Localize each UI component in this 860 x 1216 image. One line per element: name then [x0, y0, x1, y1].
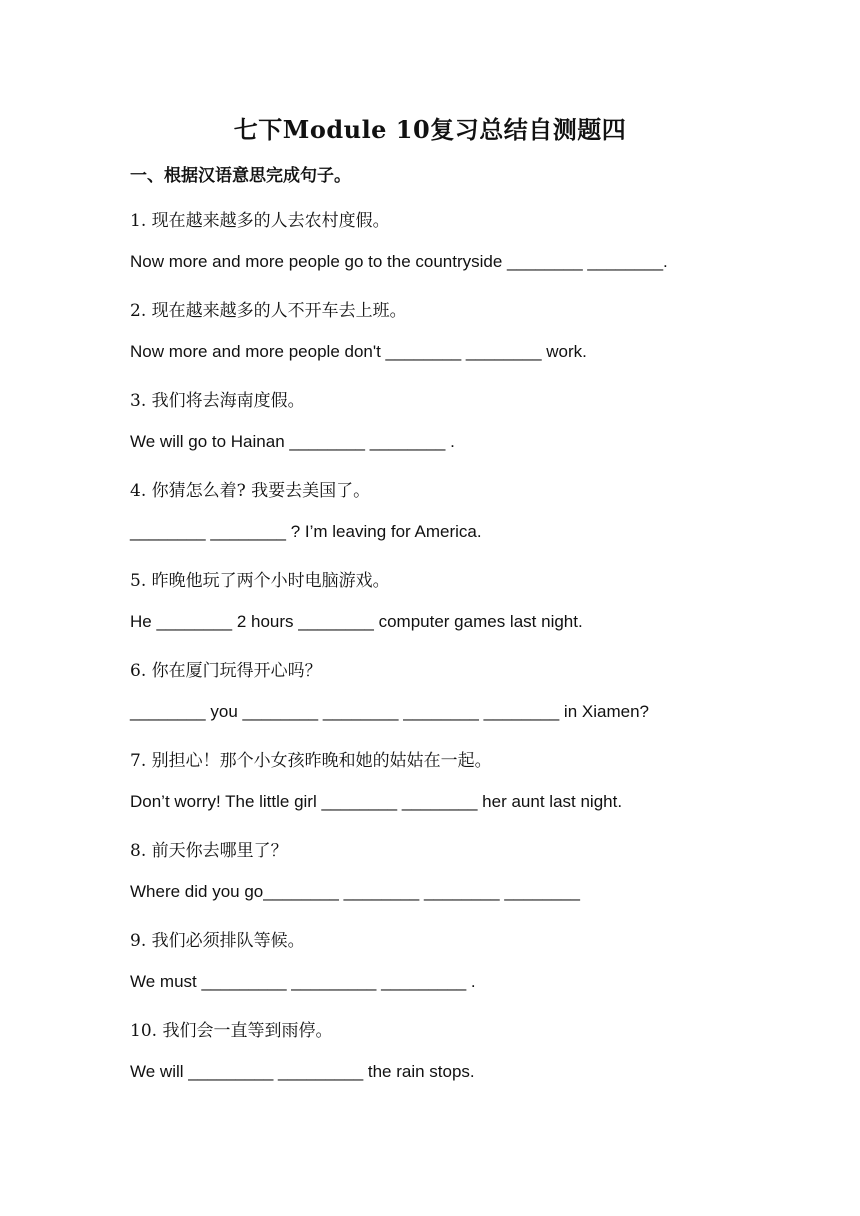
answer-line-1: Now more and more people go to the countryside ________ ________.: [130, 252, 668, 271]
question-prompt-1: 1. 现在越来越多的人去农村度假。: [130, 211, 390, 231]
question-prompt-8: 8. 前天你去哪里了？: [130, 841, 288, 861]
answer-line-2: Now more and more people don't ________ ________ work.: [130, 342, 587, 361]
section-heading: 一、根据汉语意思完成句子。: [130, 166, 351, 186]
page-title: 七下Module 10复习总结自测题四: [233, 115, 627, 144]
question-prompt-5: 5. 昨晚他玩了两个小时电脑游戏。: [130, 571, 390, 591]
answer-line-7: Don’t worry! The little girl ________ ________ her aunt last night.: [130, 792, 623, 811]
question-prompt-7: 7. 别担心！那个小女孩昨晚和她的姑姑在一起。: [130, 751, 492, 771]
question-prompt-10: 10. 我们会一直等到雨停。: [130, 1021, 333, 1041]
answer-line-6: ________ you ________ ________ ________ ________ in Xiamen?: [130, 702, 649, 721]
answer-line-3: We will go to Hainan ________ ________ .: [130, 432, 455, 451]
answer-line-8: Where did you go________ ________ ________ ________: [130, 882, 580, 901]
question-prompt-6: 6. 你在厦门玩得开心吗？: [130, 661, 322, 681]
answer-line-4: ________ ________ ? I’m leaving for America.: [130, 522, 482, 541]
question-prompt-3: 3. 我们将去海南度假。: [130, 391, 305, 411]
question-prompt-2: 2. 现在越来越多的人不开车去上班。: [130, 301, 407, 321]
question-prompt-9: 9. 我们必须排队等候。: [130, 931, 305, 951]
answer-line-9: We must _________ _________ _________ .: [130, 972, 476, 991]
answer-line-10: We will _________ _________ the rain stops.: [130, 1062, 475, 1081]
answer-line-5: He ________ 2 hours ________ computer games last night.: [130, 612, 583, 631]
question-prompt-4: 4. 你猜怎么着? 我要去美国了。: [130, 481, 371, 501]
